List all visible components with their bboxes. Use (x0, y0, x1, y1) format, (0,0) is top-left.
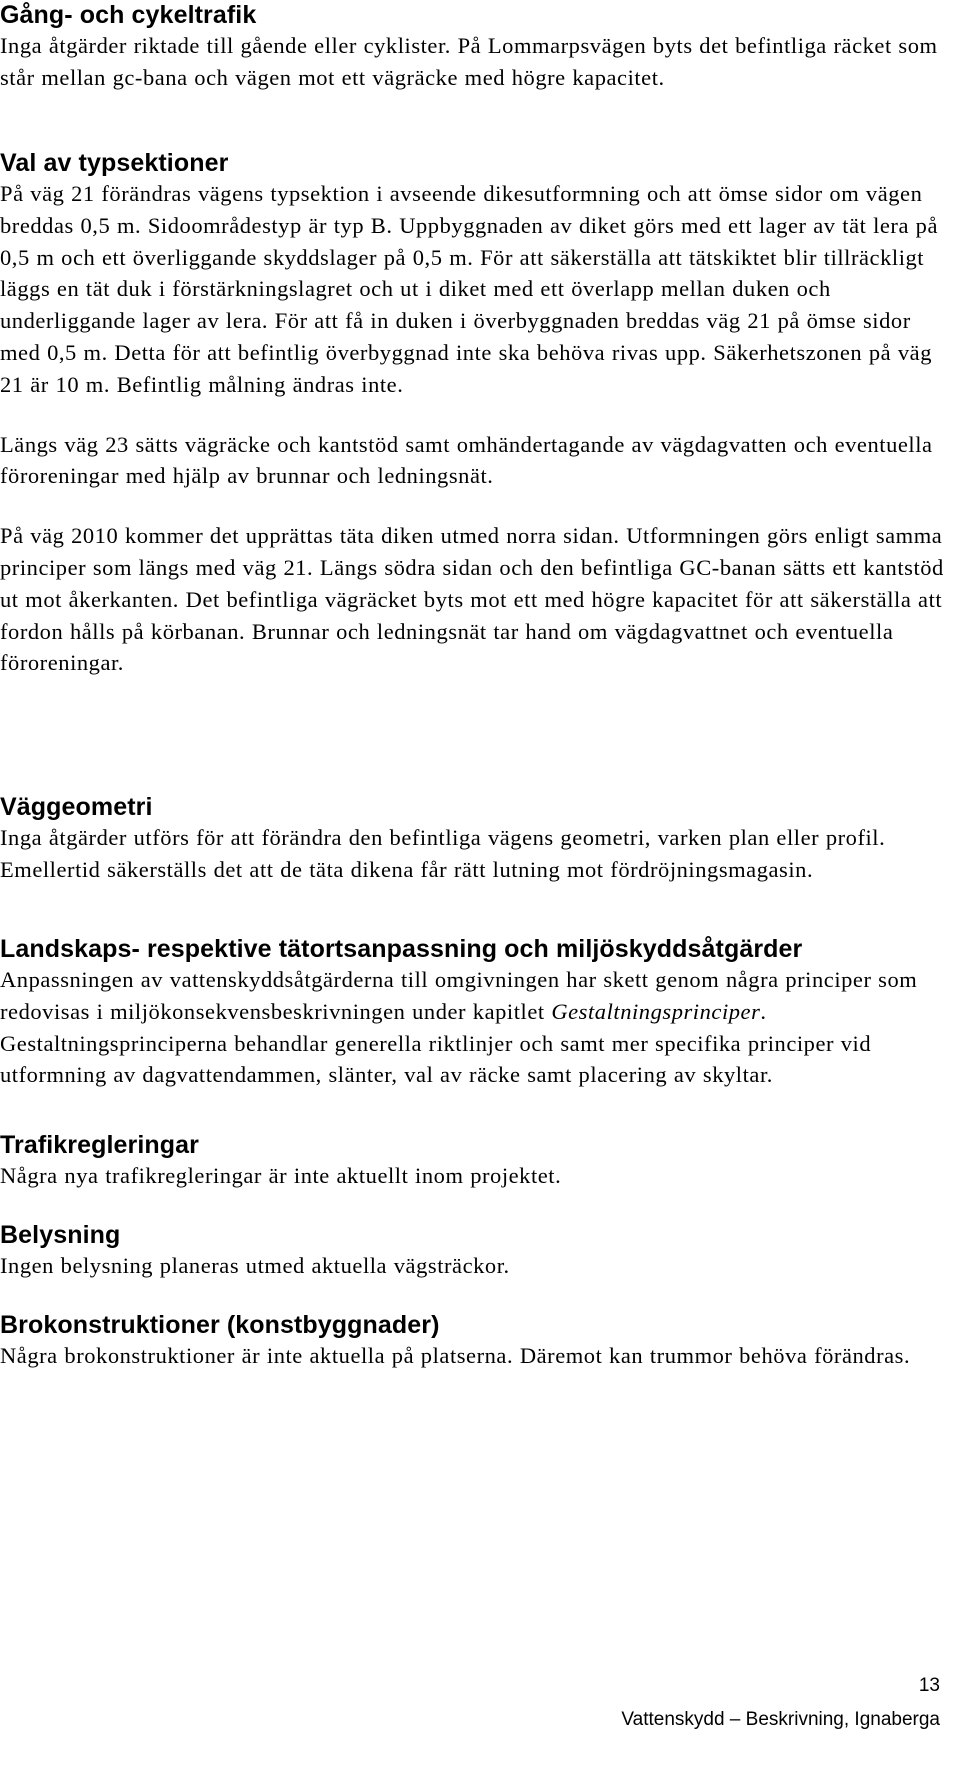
section-heading: Val av typsektioner (0, 149, 229, 177)
paragraph: På väg 21 förändras vägens typsektion i avseende dikesutformning och att ömse sidor om vägen breddas 0,5 m. Sidoområdestyp är typ B. Uppbyggnaden av diket görs med ett lager av tät lera på 0,5 m och ett överliggande skyddslager på 0,5 m. För att säkerställa att tätskiktet blir tillräckligt läggs en tät duk i förstärkningslagret och ut i diket med ett överlapp mellan duken och underliggande lager av lera. För att få in duken i överbyggnaden breddas väg 21 på ömse sidor med 0,5 m. Detta för att befintlig överbyggnad inte ska behöva rivas upp. Säkerhetszonen på väg 21 är 10 m. Befintlig målning ändras inte. (0, 181, 939, 397)
paragraph: Ingen belysning planeras utmed aktuella vägsträckor. (0, 1253, 510, 1278)
paragraph: Några brokonstruktioner är inte aktuella på platserna. Däremot kan trummor behöva förändras. (0, 1343, 911, 1368)
section-trafikregleringar (0, 1130, 950, 1192)
section-gang-och-cykeltrafik (0, 0, 950, 94)
section-heading: Väggeometri (0, 793, 153, 821)
paragraph: Några nya trafikregleringar är inte aktuellt inom projektet. (0, 1163, 562, 1188)
paragraph-text: Anpassningen av vattenskyddsåtgärderna till omgivningen har skett genom några principer som redovisas i miljökonsekvensbeskrivningen under kapitlet (0, 967, 918, 1024)
chapter-reference: Gestaltningsprinciper (551, 998, 761, 1024)
section-heading: Gång- och cykeltrafik (0, 1, 257, 29)
section-brokonstruktioner (0, 1310, 950, 1372)
section-landskapsanpassning (0, 934, 950, 1091)
section-val-av-typsektioner (0, 148, 950, 679)
section-heading: Trafikregleringar (0, 1131, 200, 1159)
paragraph: Inga åtgärder utförs för att förändra den befintliga vägens geometri, varken plan eller profil. Emellertid säkerställs det att de täta dikena får rätt lutning mot fördröjningsmagasin. (0, 825, 886, 882)
section-belysning (0, 1220, 950, 1282)
section-heading: Brokonstruktioner (konstbyggnader) (0, 1311, 440, 1339)
footer-text: Vattenskydd – Beskrivning, Ignaberga (621, 1709, 940, 1730)
page-number: 13 (918, 1675, 940, 1696)
section-heading: Landskaps- respektive tätortsanpassning och miljöskyddsåtgärder (0, 935, 803, 963)
section-heading: Belysning (0, 1221, 121, 1249)
paragraph: Inga åtgärder riktade till gående eller cyklister. På Lommarpsvägen byts det befintliga räcket som står mellan gc-bana och vägen mot ett vägräcke med högre kapacitet. (0, 33, 938, 90)
section-vaggeometri (0, 792, 950, 886)
paragraph (0, 964, 950, 1091)
paragraph: På väg 2010 kommer det upprättas täta diken utmed norra sidan. Utformningen görs enligt samma principer som längs med väg 21. Längs södra sidan och den befintliga GC-banan sätts ett kantstöd ut mot åkerkanten. Det befintliga vägräcket byts mot ett med högre kapacitet för att säkerställa att fordon hålls på körbanan. Brunnar och ledningsnät tar hand om vägdagvattnet och eventuella föroreningar. (0, 523, 944, 676)
paragraph-text: . Gestaltningsprinciperna behandlar generella riktlinjer och samt mer specifika principer vid utformning av dagvattendammen, slänter, val av räcke samt placering av skyltar. (0, 998, 872, 1088)
paragraph: Längs väg 23 sätts vägräcke och kantstöd samt omhändertagande av vägdagvatten och eventuella föroreningar med hjälp av brunnar och ledningsnät. (0, 431, 933, 489)
